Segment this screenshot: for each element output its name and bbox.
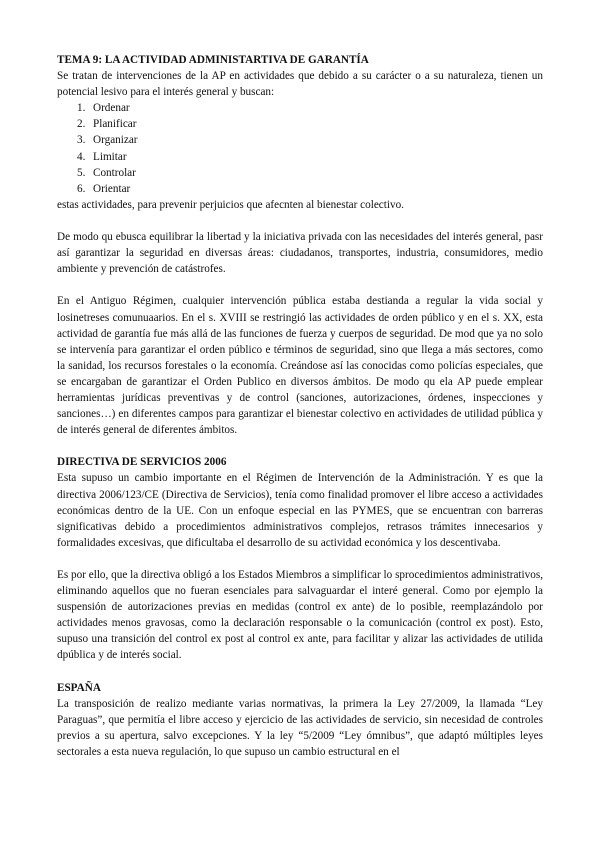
document-page xyxy=(57,52,543,760)
list-item: 3. Organizar xyxy=(77,134,138,147)
list-item: 1. Ordenar xyxy=(77,102,130,115)
paragraph-after-list: estas actividades, para prevenir perjuicios que afecnten al bienestar colectivo. xyxy=(57,198,404,211)
list-item: 2. Planificar xyxy=(77,118,137,131)
list-item: 4. Limitar xyxy=(77,150,127,163)
list-item: 5. Controlar xyxy=(77,166,136,179)
section-title-directiva: DIRECTIVA DE SERVICIOS 2006 xyxy=(57,456,227,469)
paragraph-intro: Se tratan de intervenciones de la AP en actividades que debido a su carácter o a su naturaleza, tienen un potencial lesivo para el interés general y buscan: xyxy=(57,70,543,99)
paragraph-equilibrio: De modo qu ebusca equilibrar la libertad y la iniciativa privada con las necesidades del interés general, pasr así garantizar la seguridad en diversas áreas: ciudadanos, transportes, industria, consumidores, medio ambiente y prevención de catástrofes. xyxy=(57,231,543,276)
paragraph-directiva-simplificar: Es por ello, que la directiva obligó a los Estados Miembros a simplificar lo sprocedimientos administrativos, eliminando aquellos que no fueran esenciales para salvaguardar el interé general. Como por ejemplo la suspensión de autorizaciones previas en medidas (control ex ante) de lo posible, reemplazándolo por actividades menos gravosas, como la declaración responsable o la comunicación (control ex post). Esto, supuso una transición del control ex post al control ex ante, para facilitar y alizar las actividades de utilida dpública y de interés social. xyxy=(57,569,543,662)
paragraph-directiva-cambio: Esta supuso un cambio importante en el Régimen de Intervención de la Administración. Y es que la directiva 2006/123/CE (Directiva de Servicios), tenía como finalidad promover el libre acceso a actividades económicas dentro de la UE. Con un enfoque especial en las PYMES, que se encuentran con barreras significativas debido a procedimientos administrativos complejos, retrasos trámites innecesarios y formalidades excesivas, que dificultaba el desarrollo de su actividad económica y los descentivaba. xyxy=(57,472,543,549)
section-title-espana: ESPAÑA xyxy=(57,681,101,694)
paragraph-transposicion: La transposición de realizo mediante varias normativas, la primera la Ley 27/2009, la llamada “Ley Paraguas”, que permitía el libre acceso y ejercicio de las actividades de servicio, sin necesidad de controles previos a su apertura, salvo excepciones. Y la ley “5/2009 “Ley ómnibus”, que adaptó múltiples leyes sectorales a esta nueva regulación, lo que supuso un cambio estructural en el xyxy=(57,697,543,759)
list-item: 6. Orientar xyxy=(77,182,131,195)
numbered-list xyxy=(57,100,543,197)
section-title-tema9: TEMA 9: LA ACTIVIDAD ADMINISTARTIVA DE GARANTÍA xyxy=(57,54,369,66)
paragraph-antiguo-regimen: En el Antiguo Régimen, cualquier intervención pública estaba destianda a regular la vida social y losinetreses comunuaarios. En el s. XVIII se restringió las actividades de orden público y en el s. XX, esta actividad de garantía fue más allá de las funciones de fuerza y cuerpos de seguridad. De mod que ya no solo se intervenía para garantizar el orden público e términos de seguridad, sino que llega a más sectores, como la sanidad, los recursos forestales o la economía. Creándose así las conocidas como policías especiales, que se encargaban de garantizar el Orden Publico en diversos ámbitos. De modo qu ela AP puede emplear herramientas jurídicas preventivas y de control (sanciones, autorizaciones, órdenes, inspecciones y sanciones…) en diferentes campos para garantizar el bienestar colectivo en actividades de utilidad pública y de interés general de diferentes ámbitos. xyxy=(57,295,543,437)
